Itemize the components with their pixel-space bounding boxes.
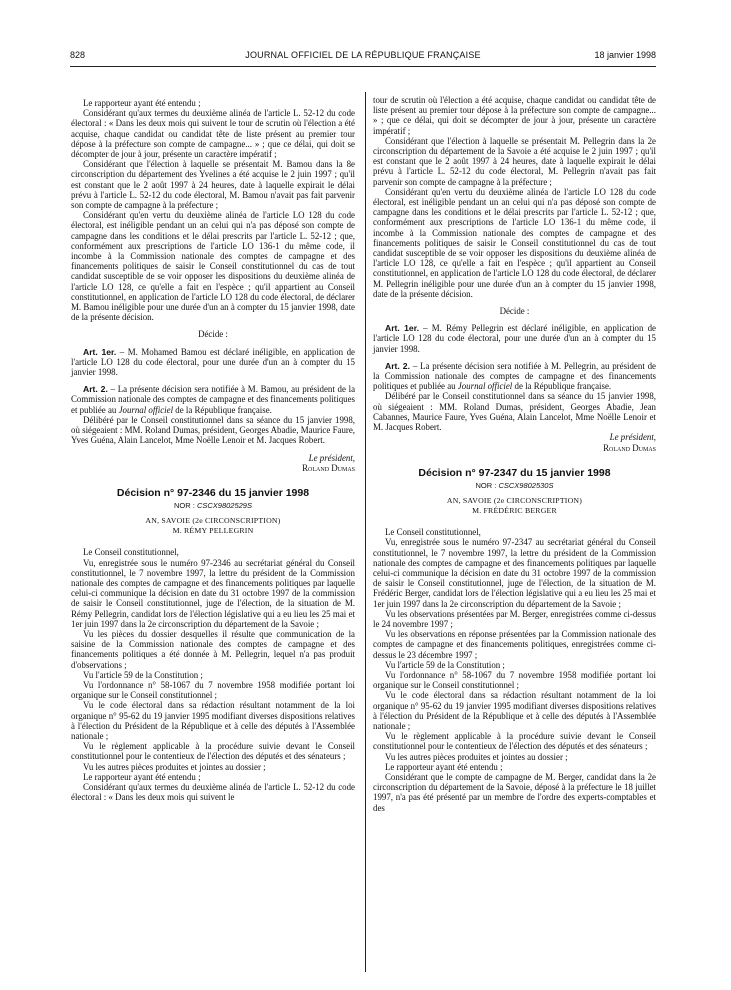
paragraph: Considérant qu'aux termes du deuxième alinéa de l'article L. 52-12 du code électoral : « Dans les deux mois qui suivent le [71, 781, 355, 803]
paragraph: Considérant que l'élection à laquelle se présentait M. Bamou dans la 8e circonscription du département des Yvelines a été acquise le 2 juin 1997 ; qu'il est constant que le 2 août 1997 à 24 heures, date à laquelle expirait le délai prévu à l'article L. 52-12 du code électoral, M. Bamou n'avait pas fait parvenir son compte de campagne à la préfecture ; [71, 159, 355, 211]
paragraph: Considérant qu'en vertu du deuxième alinéa de l'article LO 128 du code électoral, est inéligible pendant un an celui qui n'a pas déposé son compte de campagne dans les conditions et le délai prescrits par l'article L. 52-12 ; que, conformément aux prescriptions de l'article LO 136-1 du même code, il incombe à la Commission nationale des comptes de campagne et des financements politiques de saisir le Conseil constitutionnel du cas de tout candidat susceptible de se voir opposer les dispositions du deuxième alinéa de l'article LO 128, ce qu'elle a fait en l'espèce ; qu'il appartient au Conseil constitutionnel, en application de l'article LO 128 du code électoral, de déclarer M. Bamou inéligible pour une durée d'un an à compter du 15 janvier 1998, date de la présente décision. [71, 210, 355, 323]
article-text: – La présente décision sera notifiée à M. Pellegrin, au président de la Commission nationale des comptes de campagne et des financements politiques et publiée au [373, 360, 656, 392]
article-text: de la République française. [173, 404, 272, 415]
header-rule [70, 66, 656, 67]
nor-reference [373, 481, 656, 491]
spacer [373, 299, 656, 306]
paragraph: Vu les observations en réponse présentées par la Commission nationale des comptes de campagne et des financements politiques, enregistrées comme ci-dessus le 23 décembre 1997 ; [373, 629, 656, 660]
spacer [71, 322, 355, 329]
journal-reference: Journal officiel [457, 381, 513, 392]
paragraph: Vu le code électoral dans sa rédaction résultant notamment de la loi organique n° 95-62 du 19 janvier 1995 modifiant diverses dispositions relatives à l'élection du Président de la République et à celle des députés à l'Assemblée nationale ; [71, 700, 355, 741]
paragraph: Considérant qu'aux termes du deuxième alinéa de l'article L. 52-12 du code électoral : « Dans les deux mois qui suivent le tour de scrutin où l'élection a été acquise, chaque candidat ou candidat tête de liste présent au premier tour dépose à la préfecture son compte de campagne... » ; que ce délai, qui doit se décompter de jour à jour, présente un caractère impératif ; [71, 108, 355, 160]
signature-name: Roland Dumas [603, 442, 656, 453]
signature-title-text: Le président, [609, 432, 656, 443]
article-2 [71, 384, 355, 415]
page-number: 828 [70, 50, 86, 60]
right-column [373, 95, 656, 813]
constituency: AN, SAVOIE (2e CIRCONSCRIPTION) [446, 496, 583, 506]
signature-title-text: Le président, [308, 452, 355, 463]
paragraph: Vu l'ordonnance n° 58-1067 du 7 novembre 1958 modifiée portant loi organique sur le Conseil constitutionnel ; [71, 679, 355, 701]
issue-date: 18 janvier 1998 [594, 50, 656, 60]
nor-code: CSCX9802530S [498, 480, 554, 490]
article-text: – La présente décision sera notifiée à M. Bamou, au président de la Commission nationale des comptes de campagne et des financements politiques et publiée au [71, 384, 356, 415]
article-1 [373, 323, 656, 354]
deliberation: Délibéré par le Conseil constitutionnel dans sa séance du 15 janvier 1998, où siégeaient : MM. Roland Dumas, président, Georges Abadie, Maurice Faure, Yves Guéna, Alain Lancelot, Mme Noëlle Lenoir et M. Jacques Robert. [71, 414, 355, 446]
candidate-name: M. FRÉDÉRIC BERGER [472, 506, 557, 516]
column-divider-sig [365, 532, 366, 572]
article-2 [373, 361, 656, 392]
article-1 [71, 347, 355, 378]
paragraph: Considérant qu'en vertu du deuxième alinéa de l'article LO 128 du code électoral, est inéligible pendant un an celui qui n'a pas déposé son compte de campagne dans les conditions et le délai prescrits par l'article L. 52-12 ; que, conformément aux prescriptions de l'article LO 136-1 du même code, il incombe à la Commission nationale des comptes de campagne et des financements politiques de saisir le Conseil constitutionnel du cas de tout candidat susceptible de se voir opposer les dispositions du deuxième alinéa de l'article LO 128, ce qu'elle a fait en l'espèce ; qu'il appartient au Conseil constitutionnel, en application de l'article LO 128 du code électoral, de déclarer M. Pellegrin inéligible pour une durée d'un an à compter du 15 janvier 1998, date de la présente décision. [373, 186, 656, 299]
paragraph: tour de scrutin où l'élection a été acquise, chaque candidat ou candidat tête de liste présent au premier tour dépose à la préfecture son compte de campagne... » ; que ce délai, qui doit se décompter de jour à jour, présente un caractère impératif ; [373, 95, 656, 136]
column-divider-top [365, 92, 366, 532]
paragraph: Vu le code électoral dans sa rédaction résultant notamment de la loi organique n° 95-62 du 19 janvier 1995 modifiant diverses dispositions relatives à l'élection du Président de la République et à celle des députés à l'Assemblée nationale ; [373, 690, 656, 731]
spacer [373, 453, 656, 464]
paragraph: Vu, enregistrée sous le numéro 97-2347 au secrétariat général du Conseil constitutionnel, le 7 novembre 1997, la lettre du président de la Commission nationale des comptes de campagne et des financements politiques par laquelle celui-ci communique la décision en date du 31 octobre 1997 de la commission de saisir le Conseil constitutionnel, juge de l'élection, de la situation de M. Frédéric Berger, candidat lors de l'élection législative qui a eu lieu les 25 mai et 1er juin 1997 dans la 2e circonscription du département de la Savoie ; [373, 537, 656, 609]
signature-title [373, 432, 656, 442]
deliberation: Délibéré par le Conseil constitutionnel dans sa séance du 15 janvier 1998, où siégeaient : MM. Roland Dumas, président, Georges Abadie, Jean Cabannes, Maurice Faure, Yves Guéna, Alain Lancelot, Mme Noëlle Lenoir et M. Jacques Robert. [373, 391, 656, 433]
spacer [71, 377, 355, 384]
paragraph: Vu le règlement applicable à la procédure suivie devant le Conseil constitutionnel pour le contentieux de l'élection des députés et des sénateurs ; [373, 731, 656, 752]
signature-title [71, 453, 355, 463]
paragraph: Vu les pièces du dossier desquelles il résulte que communication de la saisine de la Commission nationale des comptes de campagne et des financements politiques a été donnée à M. Pellegrin, lequel n'a pas produit d'observations ; [71, 628, 355, 670]
paragraph: Vu l'article 59 de la Constitution ; [83, 669, 203, 680]
paragraph: Vu les autres pièces produites et jointes au dossier ; [83, 761, 266, 772]
page-header [70, 50, 656, 64]
spacer [71, 536, 355, 547]
paragraph: Le rapporteur ayant été entendu ; [83, 98, 201, 108]
decision-title: Décision n° 97-2346 du 15 janvier 1998 [116, 486, 310, 499]
spacer [373, 354, 656, 361]
decision-title: Décision n° 97-2347 du 15 janvier 1998 [418, 466, 611, 479]
article-label: Art. 2. [83, 384, 108, 395]
article-text: de la République française. [512, 381, 612, 392]
spacer [71, 340, 355, 347]
paragraph: Vu les observations présentées par M. Berger, enregistrées comme ci-dessus le 24 novembre 1997 ; [373, 608, 656, 629]
spacer [373, 516, 656, 527]
nor-label: NOR : [475, 480, 499, 490]
column-divider-bottom [365, 572, 366, 972]
paragraph: Vu l'article 59 de la Constitution ; [385, 659, 505, 670]
paragraph: Le Conseil constitutionnel, [83, 547, 179, 558]
spacer [71, 446, 355, 453]
nor-code: CSCX9802529S [196, 501, 252, 511]
nor-label: NOR : [174, 501, 197, 511]
article-text: – M. Mohamed Bamou est déclaré inéligible, en application de l'article LO 128 du code électoral, pour une durée d'un an à compter du 15 janvier 1998. [71, 346, 355, 378]
article-label: Art. 1er. [385, 323, 419, 334]
paragraph: Le rapporteur ayant été entendu ; [83, 771, 201, 782]
spacer [373, 316, 656, 323]
journal-reference: Journal officiel [118, 404, 174, 415]
decide-heading: Décide : [198, 329, 228, 340]
paragraph: Vu l'ordonnance n° 58-1067 du 7 novembre 1958 modifiée portant loi organique sur le Conseil constitutionnel ; [373, 669, 656, 691]
paragraph: Vu le règlement applicable à la procédure suivie devant le Conseil constitutionnel pour le contentieux de l'élection des députés et des sénateurs ; [71, 741, 355, 762]
paragraph: Considérant que le compte de campagne de M. Berger, candidat dans la 2e circonscription du département de la Savoie, déposé à la préfecture le 18 juillet 1997, n'a pas été présenté par un membre de l'ordre des experts-comptables et des [373, 771, 656, 813]
paragraph: Vu les autres pièces produites et jointes au dossier ; [385, 751, 568, 762]
paragraph: Considérant que l'élection à laquelle se présentait M. Pellegrin dans la 2e circonscription du département de la Savoie a été acquise le 2 juin 1997 ; qu'il est constant que le 2 août 1997 à 24 heures, date à laquelle expirait le délai prévu à l'article L. 52-12 du code électoral, M. Pellegrin n'avait pas fait parvenir son compte de campagne à la préfecture ; [373, 135, 656, 187]
constituency: AN, SAVOIE (2e CIRCONSCRIPTION) [145, 516, 281, 526]
paragraph: Le Conseil constitutionnel, [385, 527, 481, 538]
decide-heading: Décide : [499, 306, 530, 317]
article-label: Art. 2. [385, 360, 410, 371]
spacer [71, 473, 355, 484]
article-label: Art. 1er. [83, 346, 117, 357]
signature-name: Roland Dumas [302, 462, 355, 473]
journal-title: JOURNAL OFFICIEL DE LA RÉPUBLIQUE FRANÇAISE [245, 50, 481, 60]
left-column [71, 98, 355, 802]
candidate-name: M. RÉMY PELLEGRIN [172, 526, 254, 536]
nor-reference [71, 501, 355, 511]
article-text: – M. Rémy Pellegrin est déclaré inéligible, en application de l'article LO 128 du code électoral, pour une durée d'un an à compter du 15 janvier 1998. [373, 323, 656, 354]
paragraph: Le rapporteur ayant été entendu ; [385, 761, 503, 772]
paragraph: Vu, enregistrée sous le numéro 97-2346 au secrétariat général du Conseil constitutionnel, le 7 novembre 1997, la lettre du président de la Commission nationale des comptes de campagne et des financements politiques par laquelle celui-ci communique la décision en date du 31 octobre 1997 de la commission de saisir le Conseil constitutionnel, juge de l'élection, de la situation de M. Rémy Pellegrin, candidat lors de l'élection législative qui a eu lieu les 25 mai et 1er juin 1997 dans la 2e circonscription du département de la Savoie ; [71, 557, 355, 629]
